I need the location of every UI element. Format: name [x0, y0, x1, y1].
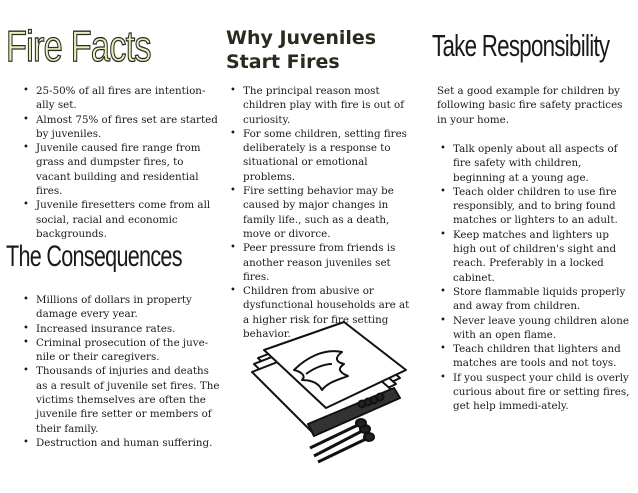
why-list	[227, 84, 417, 341]
list-item: • Fire setting behavior may be caused by major changes in family life., such as a death, move or divorce.	[227, 184, 417, 241]
list-item: • 25-50% of all fires are intention-ally set.	[20, 84, 220, 113]
list-item: • Peer pressure from friends is another reason juveniles set fires.	[227, 241, 417, 284]
list-item: • Almost 75% of fires set are started by juveniles.	[20, 113, 220, 142]
list-item: • Thousands of injuries and deaths as a result of juvenile set fires. The victims themselves are often the juvenile fire setter or members of their family.	[20, 364, 220, 435]
list-item: • For some children, setting fires deliberately is a response to situational or emotional problems.	[227, 127, 417, 184]
why-juveniles-title	[226, 26, 376, 74]
list-item: • Destruction and human suffering.	[20, 436, 220, 450]
responsibility-list	[437, 142, 633, 414]
fire-facts-list	[20, 84, 220, 241]
why-title-line2: Start Fires	[226, 51, 340, 73]
list-item: • The principal reason most children play with fire is out of curiosity.	[227, 84, 417, 127]
list-item: • Criminal prosecution of the juve-nile or their caregivers.	[20, 336, 220, 365]
list-item: • Teach children that lighters and matches are tools and not toys.	[437, 342, 633, 371]
why-title-line1: Why Juveniles	[226, 27, 377, 49]
list-item: • Keep matches and lighters up high out of children's sight and reach. Preferably in a locked cabinet.	[437, 228, 633, 285]
list-item: • Juvenile caused fire range from grass and dumpster fires, to vacant building and residential fires.	[20, 141, 220, 198]
list-item: • If you suspect your child is overly curious about fire or setting fires, get help immedi-ately.	[437, 371, 633, 414]
list-item: • Never leave young children alone with an open flame.	[437, 314, 633, 343]
responsibility-intro: Set a good example for children by following basic fire safety practices in your home.	[437, 85, 623, 126]
consequences-list	[20, 293, 220, 450]
consequences-title: The Consequences	[6, 240, 182, 273]
list-item: • Talk openly about all aspects of fire safety with children, beginning at a young age.	[437, 142, 633, 185]
matchbook-icon	[244, 318, 414, 472]
fire-facts-title: Fire Facts	[6, 22, 151, 71]
list-item: • Millions of dollars in property damage every year.	[20, 293, 220, 322]
list-item: • Increased insurance rates.	[20, 322, 220, 336]
list-item: • Children from abusive or dysfunctional households are at a higher risk for fire setting behavior.	[227, 284, 417, 341]
list-item: • Teach older children to use fire responsibly, and to bring found matches or lighters to an adult.	[437, 185, 633, 228]
take-responsibility-title: Take Responsibility	[432, 28, 610, 63]
list-item: • Juvenile firesetters come from all social, racial and economic backgrounds.	[20, 198, 220, 241]
list-item: • Store flammable liquids properly and away from children.	[437, 285, 633, 314]
